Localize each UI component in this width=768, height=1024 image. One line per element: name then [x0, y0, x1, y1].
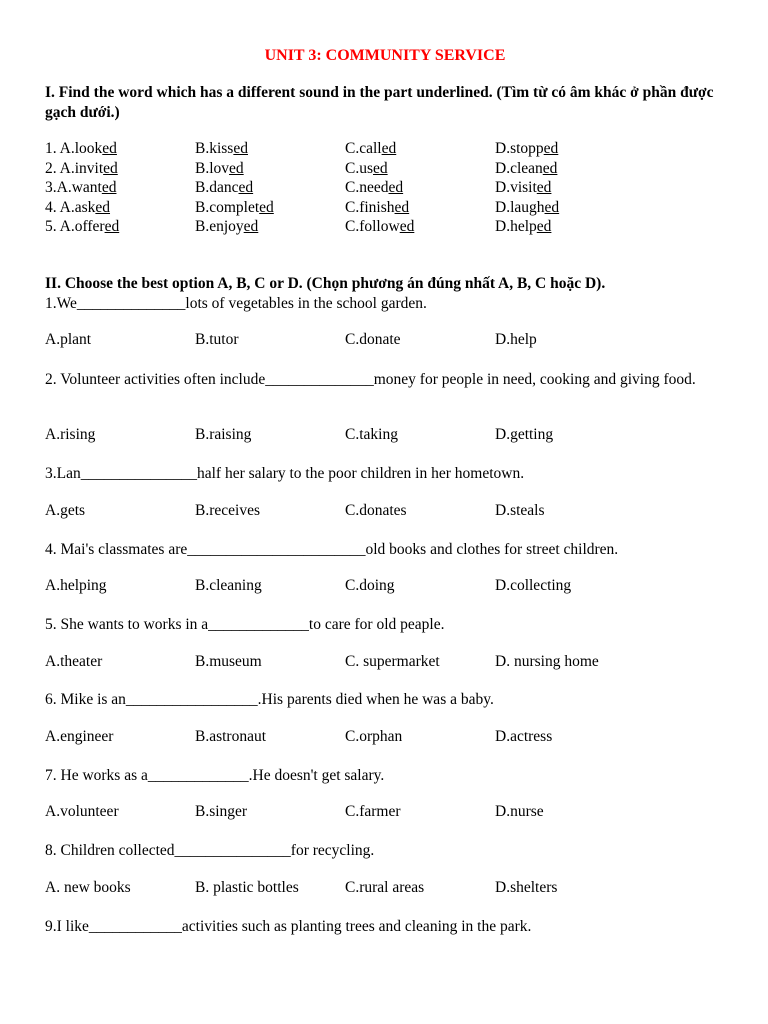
question-1: 1.We______________lots of vegetables in the school garden.: [45, 295, 427, 312]
pronunciation-row-5: [45, 217, 725, 237]
option-3c: C.needed: [345, 179, 404, 196]
option-a: A.gets: [45, 502, 86, 519]
option-d: D.steals: [495, 502, 545, 519]
option-c: C. supermarket: [345, 653, 440, 670]
option-3d: D.visited: [495, 179, 552, 196]
option-3b: B.danced: [195, 179, 254, 196]
question-8: 8. Children collected_______________for recycling.: [45, 842, 375, 859]
option-c: C.orphan: [345, 728, 403, 745]
option-b: B.raising: [195, 426, 252, 443]
question-6: 6. Mike is an_________________.His parents died when he was a baby.: [45, 691, 494, 708]
option-b: B.astronaut: [195, 728, 267, 745]
option-4a: 4. A.asked: [45, 198, 111, 216]
option-5b: B.enjoyed: [195, 218, 259, 235]
question-5: 5. She wants to works in a_____________to care for old peaple.: [45, 616, 445, 633]
option-c: C.donates: [345, 502, 407, 519]
question-4: 4. Mai's classmates are_______________________old books and clothes for street children.: [45, 541, 619, 558]
option-a: A.volunteer: [45, 803, 119, 820]
options-row-7: [45, 802, 725, 822]
option-d: D. nursing home: [495, 653, 599, 670]
option-b: B.museum: [195, 653, 262, 670]
option-a: A. new books: [45, 879, 131, 896]
option-5c: C.followed: [345, 218, 415, 235]
section-2-heading: II. Choose the best option A, B, C or D. (Chọn phương án đúng nhất A, B, C hoặc D).: [45, 275, 606, 292]
option-a: A.rising: [45, 426, 96, 443]
option-b: B.tutor: [195, 331, 239, 348]
option-b: B.receives: [195, 502, 260, 519]
option-1c: C.called: [345, 140, 397, 157]
option-1b: B.kissed: [195, 140, 248, 157]
page-title: UNIT 3: COMMUNITY SERVICE: [264, 47, 506, 64]
pronunciation-row-2: [45, 159, 725, 179]
pronunciation-row-1: [45, 139, 725, 159]
pronunciation-row-3: [45, 178, 725, 198]
option-d: D.getting: [495, 426, 554, 443]
question-3: 3.Lan_______________half her salary to the poor children in her hometown.: [45, 465, 525, 482]
section-1-heading: I. Find the word which has a different sound in the part underlined. (Tìm từ có âm khác ở phần được gạch dưới.): [45, 84, 714, 121]
option-d: D.actress: [495, 728, 553, 745]
option-4c: C.finished: [345, 198, 410, 216]
option-5a: 5. A.offered: [45, 218, 120, 235]
options-row-6: [45, 727, 725, 747]
question-2: 2. Volunteer activities often include______________money for people in need, cooking and giving food.: [45, 371, 696, 388]
option-4d: D.laughed: [495, 198, 560, 216]
options-row-5: [45, 652, 725, 672]
option-2a: 2. A.invited: [45, 159, 118, 177]
option-c: C.farmer: [345, 803, 401, 820]
option-c: C.donate: [345, 331, 401, 348]
option-a: A.plant: [45, 331, 92, 348]
option-b: B. plastic bottles: [195, 879, 299, 896]
options-row-4: [45, 576, 725, 596]
option-a: A.engineer: [45, 728, 114, 745]
pronunciation-row-4: [45, 198, 725, 218]
options-row-3: [45, 501, 725, 521]
option-d: D.nurse: [495, 803, 544, 820]
option-2d: D.cleaned: [495, 159, 558, 177]
option-5d: D.helped: [495, 218, 552, 235]
option-4b: B.completed: [195, 198, 274, 216]
option-c: C.doing: [345, 577, 395, 594]
option-a: A.theater: [45, 653, 103, 670]
option-d: D.collecting: [495, 577, 572, 594]
option-1a: 1. A.looked: [45, 140, 117, 157]
question-9: 9.I like____________activities such as planting trees and cleaning in the park.: [45, 918, 532, 935]
options-row-1: [45, 330, 725, 350]
option-2c: C.used: [345, 159, 388, 177]
option-b: B.cleaning: [195, 577, 262, 594]
option-a: A.helping: [45, 577, 107, 594]
option-d: D.shelters: [495, 879, 558, 896]
option-1d: D.stopped: [495, 140, 559, 157]
option-2b: B.loved: [195, 159, 244, 177]
options-row-8: [45, 878, 725, 898]
option-c: C.rural areas: [345, 879, 425, 896]
options-row-2: [45, 425, 725, 445]
option-b: B.singer: [195, 803, 248, 820]
option-3a: 3.A.wanted: [45, 179, 117, 196]
option-c: C.taking: [345, 426, 398, 443]
option-d: D.help: [495, 331, 537, 348]
question-7: 7. He works as a_____________.He doesn't get salary.: [45, 767, 385, 784]
